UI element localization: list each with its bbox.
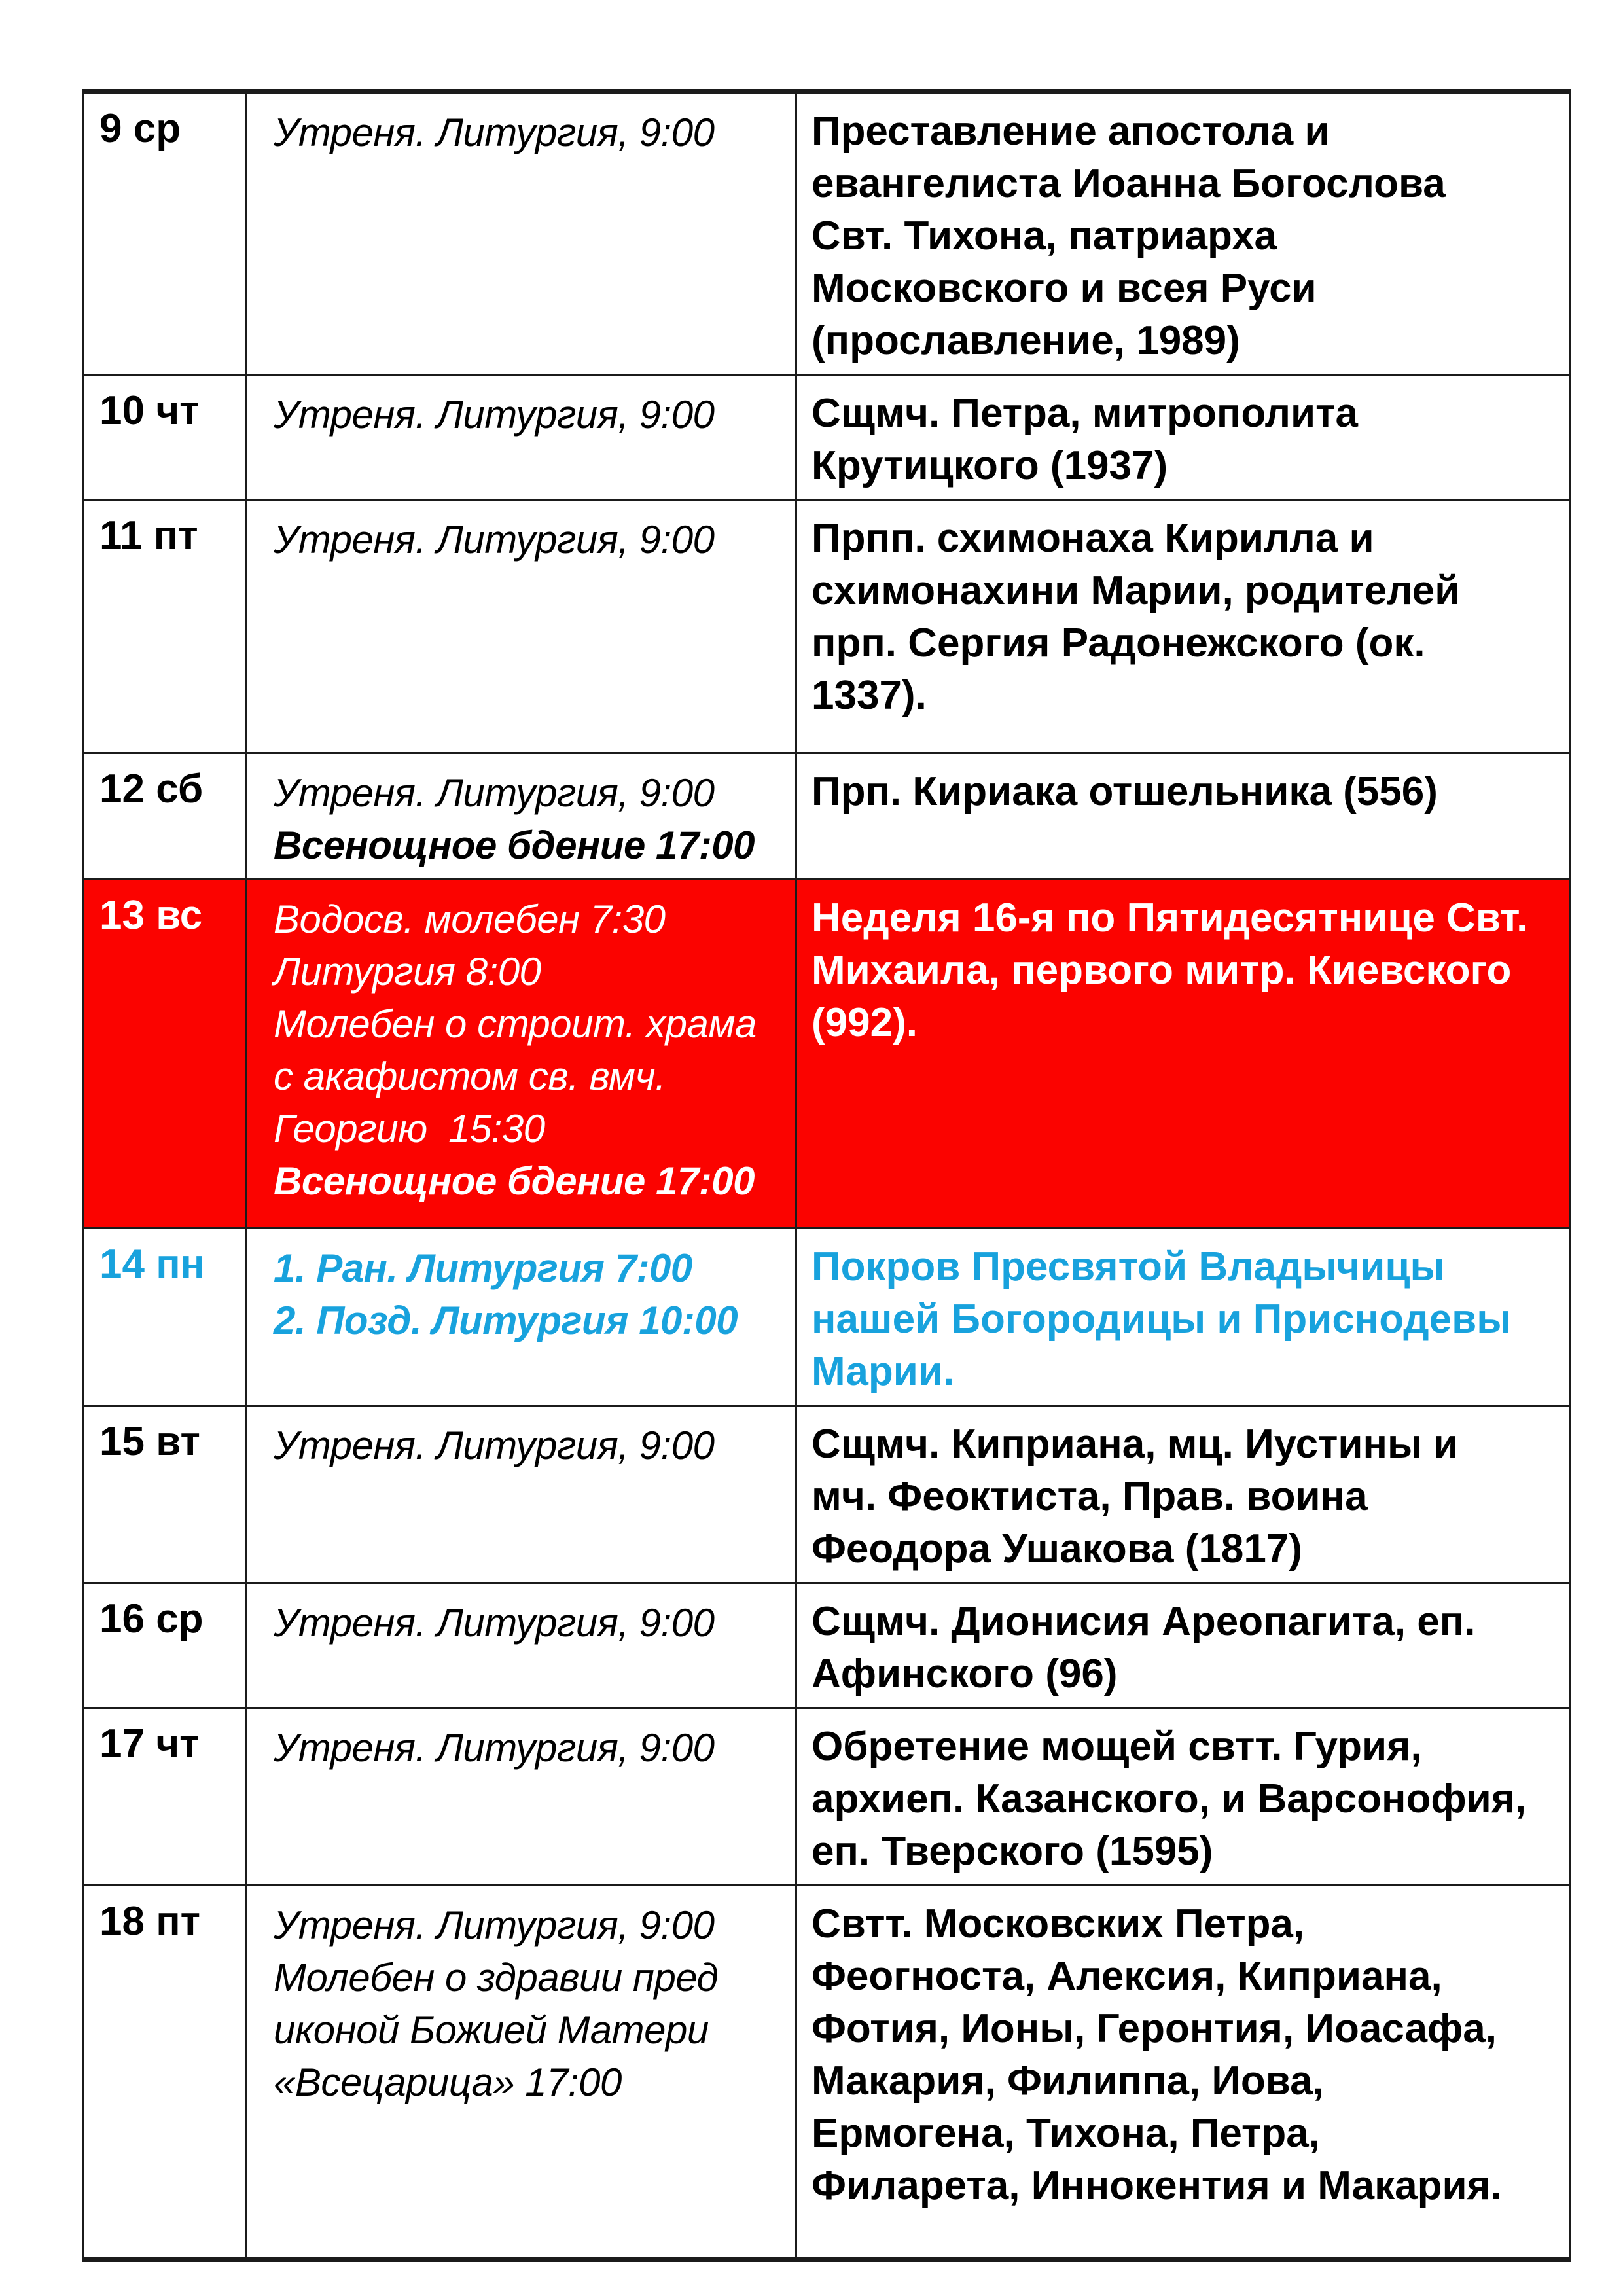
feast-cell — [797, 1886, 1569, 2257]
feast-cell — [797, 501, 1569, 752]
service-line: Литургия 8:00 — [274, 950, 541, 994]
feast-text: Покров Пресвятой Владычицы нашей Богородицы и Приснодевы Марии. — [812, 1244, 1512, 1394]
date-cell — [84, 94, 247, 374]
date-label: 16 ср — [99, 1596, 204, 1641]
date-cell — [84, 754, 247, 878]
services-cell — [247, 376, 797, 499]
table-row — [84, 1227, 1569, 1405]
service-line: иконой Божией Матери — [274, 2008, 709, 2052]
date-label: 9 ср — [99, 106, 181, 151]
service-line: Молебен о строит. храма — [274, 1002, 757, 1046]
service-line: с акафистом св. вмч. — [274, 1054, 666, 1098]
feast-text: Сщмч. Дионисия Ареопагита, еп. Афинского (96) — [812, 1599, 1476, 1696]
date-cell — [84, 1229, 247, 1405]
feast-text: Прпп. схимонаха Кирилла и схимонахини Марии, родителей прп. Сергия Радонежского (ок. 1337). — [812, 516, 1460, 718]
services-cell — [247, 1584, 797, 1707]
feast-cell — [797, 880, 1569, 1227]
table-row — [84, 94, 1569, 374]
services-cell — [247, 1709, 797, 1884]
services-cell — [247, 1229, 797, 1405]
services-cell — [247, 94, 797, 374]
service-line: Молебен о здравии пред — [274, 1956, 719, 2000]
date-label: 14 пн — [99, 1242, 205, 1287]
services-cell — [247, 1886, 797, 2257]
service-line: Утреня. Литургия, 9:00 — [274, 1726, 715, 1770]
feast-cell — [797, 754, 1569, 878]
date-label: 15 вт — [99, 1419, 200, 1464]
service-line: Водосв. молебен 7:30 — [274, 897, 666, 941]
date-cell — [84, 376, 247, 499]
feast-cell — [797, 1229, 1569, 1405]
service-line: 2. Позд. Литургия 10:00 — [274, 1299, 738, 1342]
services-cell — [247, 880, 797, 1227]
feast-text: Преставление апостола и евангелиста Иоанна Богослова Свт. Тихона, патриарха Московского и всея Руси (прославление, 1989) — [812, 109, 1446, 363]
service-schedule-table — [82, 89, 1571, 2262]
service-line: Утреня. Литургия, 9:00 — [274, 771, 715, 815]
table-row — [84, 752, 1569, 878]
date-label: 17 чт — [99, 1721, 200, 1767]
feast-text: Свтт. Московских Петра, Феогноста, Алексия, Киприана, Фотия, Ионы, Геронтия, Иоасафа, Макария, Филиппа, Иова, Ермогена, Тихона, Петра, Филарета, Иннокентия и Макария. — [812, 1901, 1503, 2208]
date-cell — [84, 880, 247, 1227]
feast-text: Обретение мощей свтт. Гурия, архиеп. Казанского, и Варсонофия, еп. Тверского (1595) — [812, 1724, 1527, 1874]
services-cell — [247, 501, 797, 752]
feast-text: Сщмч. Киприана, мц. Иустины и мч. Феоктиста, Прав. воина Феодора Ушакова (1817) — [812, 1422, 1459, 1571]
service-line: Утреня. Литургия, 9:00 — [274, 518, 715, 562]
service-line: Утреня. Литургия, 9:00 — [274, 1903, 715, 1947]
service-line: 1. Ран. Литургия 7:00 — [274, 1246, 692, 1290]
date-cell — [84, 501, 247, 752]
service-line: Утреня. Литургия, 9:00 — [274, 111, 715, 154]
services-cell — [247, 754, 797, 878]
date-label: 18 пт — [99, 1899, 201, 1944]
date-cell — [84, 1709, 247, 1884]
table-row — [84, 374, 1569, 499]
date-label: 12 сб — [99, 766, 204, 812]
service-line: Утреня. Литургия, 9:00 — [274, 1424, 715, 1467]
date-cell — [84, 1584, 247, 1707]
feast-text: Прп. Кириака отшельника (556) — [812, 769, 1438, 814]
table-row — [84, 878, 1569, 1227]
feast-cell — [797, 1584, 1569, 1707]
feast-text: Сщмч. Петра, митрополита Крутицкого (1937) — [812, 391, 1359, 488]
feast-cell — [797, 1709, 1569, 1884]
table-row — [84, 499, 1569, 752]
feast-cell — [797, 1407, 1569, 1582]
service-line: Утреня. Литургия, 9:00 — [274, 1601, 715, 1645]
date-label: 13 вс — [99, 893, 203, 938]
service-line: Всенощное бдение 17:00 — [274, 823, 755, 867]
date-cell — [84, 1407, 247, 1582]
service-line: Всенощное бдение 17:00 — [274, 1159, 755, 1203]
table-row — [84, 1405, 1569, 1582]
service-line: Георгию 15:30 — [274, 1107, 545, 1151]
feast-cell — [797, 94, 1569, 374]
table-row — [84, 1707, 1569, 1884]
services-cell — [247, 1407, 797, 1582]
feast-text: Неделя 16-я по Пятидесятнице Свт. Михаила, первого митр. Киевского (992). — [812, 895, 1528, 1045]
date-label: 10 чт — [99, 388, 200, 433]
table-row — [84, 1884, 1569, 2257]
date-cell — [84, 1886, 247, 2257]
date-label: 11 пт — [99, 513, 198, 558]
table-row — [84, 1582, 1569, 1707]
feast-cell — [797, 376, 1569, 499]
service-line: Утреня. Литургия, 9:00 — [274, 393, 715, 437]
service-line: «Всецарица» 17:00 — [274, 2060, 622, 2104]
